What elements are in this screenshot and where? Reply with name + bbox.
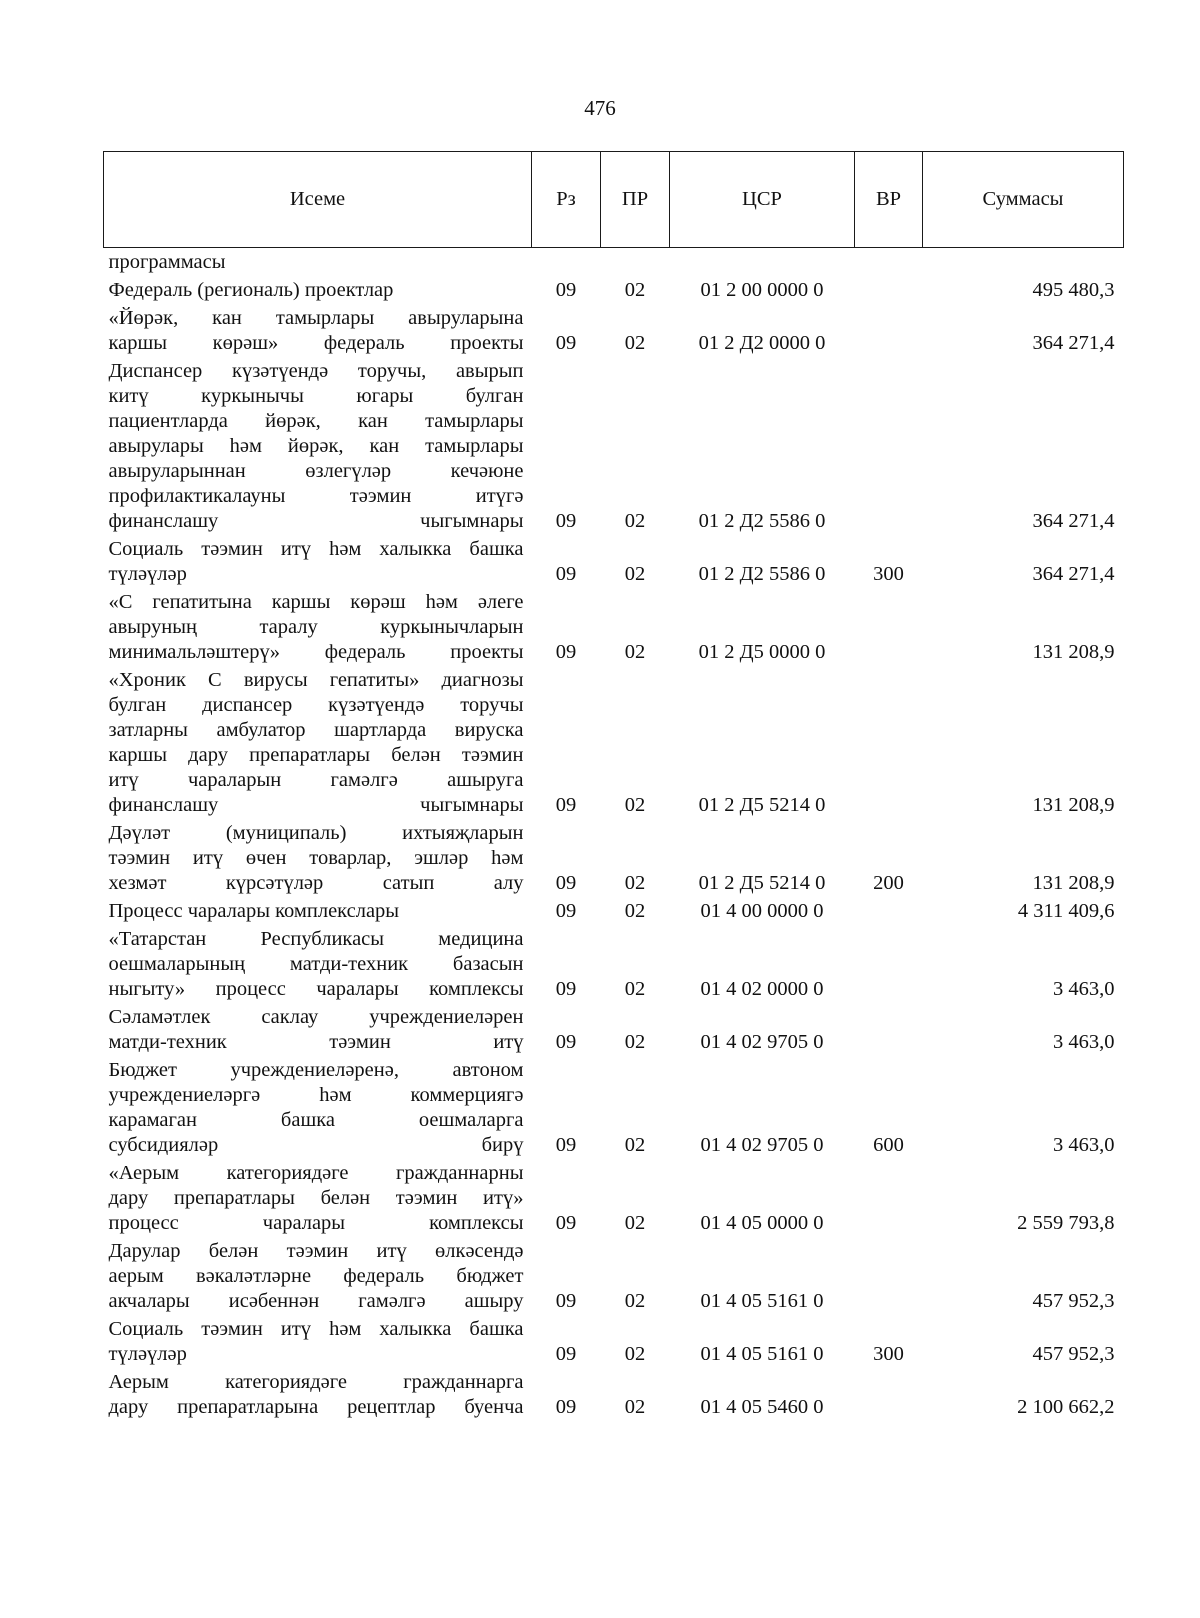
row-rz: 09 — [555, 331, 577, 354]
row-vr — [855, 588, 923, 666]
table-row — [104, 276, 1124, 304]
row-sum: 457 952,3 — [1032, 1289, 1115, 1312]
row-name-line: «Хроник С вирусы гепатиты» диагнозы — [108, 668, 524, 691]
table-row — [104, 1237, 1124, 1315]
row-csr: 01 2 Д5 5214 0 — [698, 793, 826, 816]
row-sum: 457 952,3 — [1032, 1342, 1115, 1365]
row-name-line: процесс чаралары комплексы — [108, 1211, 524, 1234]
row-csr: 01 2 Д2 0000 0 — [698, 331, 826, 354]
table-row — [104, 1368, 1124, 1421]
table-row — [104, 1315, 1124, 1368]
row-csr: 01 2 Д2 5586 0 — [698, 562, 826, 585]
row-name-line: булган диспансер күзәтүендә торучы — [108, 693, 524, 716]
row-name-line: каршы көрәш» федераль проекты — [108, 331, 524, 354]
row-csr: 01 4 02 9705 0 — [700, 1030, 824, 1053]
row-name — [104, 276, 532, 304]
row-pr: 02 — [624, 1289, 646, 1312]
row-rz: 09 — [555, 1030, 577, 1053]
table-row — [104, 588, 1124, 666]
row-rz: 09 — [555, 1342, 577, 1365]
row-pr: 02 — [624, 1030, 646, 1053]
row-pr: 02 — [624, 899, 646, 922]
row-rz: 09 — [555, 899, 577, 922]
row-vr — [855, 1237, 923, 1315]
table-row — [104, 1056, 1124, 1159]
row-vr — [855, 666, 923, 819]
row-vr — [855, 1159, 923, 1237]
row-vr — [855, 897, 923, 925]
row-name-line: субсидияләр бирү — [108, 1133, 524, 1156]
row-pr: 02 — [624, 509, 646, 532]
header-csr: ЦСР — [670, 152, 855, 248]
row-name-line: карамаган башка оешмаларга — [108, 1108, 524, 1131]
row-rz: 09 — [555, 977, 577, 1000]
row-vr — [855, 304, 923, 357]
row-name-line: авыруларыннан өзлегүләр кечәюне — [108, 459, 524, 482]
row-sum: 3 463,0 — [1053, 1030, 1115, 1053]
row-name — [104, 1159, 532, 1237]
row-vr — [855, 1003, 923, 1056]
table-row — [104, 819, 1124, 897]
row-csr: 01 2 Д2 5586 0 — [698, 509, 826, 532]
row-name — [104, 666, 532, 819]
row-pr: 02 — [624, 331, 646, 354]
row-pr: 02 — [624, 871, 646, 894]
row-name — [104, 248, 532, 277]
row-name — [104, 588, 532, 666]
row-name — [104, 1368, 532, 1421]
row-csr: 01 2 Д5 5214 0 — [698, 871, 826, 894]
row-vr — [855, 276, 923, 304]
row-name-line: Аерым категориядәге гражданнарга — [108, 1370, 524, 1393]
row-name-line: «Йөрәк, кан тамырлары авыруларына — [108, 306, 524, 329]
row-name-line: Дәүләт (муниципаль) ихтыяҗларын — [108, 821, 524, 844]
row-sum: 4 311 409,6 — [1017, 899, 1115, 922]
row-pr: 02 — [624, 1211, 646, 1234]
row-sum: 364 271,4 — [1032, 509, 1115, 532]
row-name — [104, 357, 532, 535]
row-rz: 09 — [555, 1133, 577, 1156]
row-rz: 09 — [555, 509, 577, 532]
row-pr: 02 — [624, 1395, 646, 1418]
row-name-line: аерым вәкаләтләрне федераль бюджет — [108, 1264, 524, 1287]
row-name-line: пациентларда йөрәк, кан тамырлары — [108, 409, 524, 432]
row-vr: 300 — [873, 1342, 904, 1365]
table-header — [104, 152, 1124, 248]
row-name-line: Процесс чаралары комплекслары — [108, 899, 400, 922]
row-pr: 02 — [624, 278, 646, 301]
row-name-line: дару препаратлары белән тәэмин итү» — [108, 1186, 524, 1209]
row-rz — [532, 248, 601, 277]
table-row — [104, 1003, 1124, 1056]
row-pr: 02 — [624, 1133, 646, 1156]
row-name — [104, 1315, 532, 1368]
row-rz: 09 — [555, 562, 577, 585]
row-name-line: финанслашу чыгымнары — [108, 793, 524, 816]
row-name-line: итү чараларын гамәлгә ашыруга — [108, 768, 524, 791]
row-name-line: түләүләр — [108, 1342, 187, 1365]
table-row — [104, 357, 1124, 535]
row-name-line: ныгыту» процесс чаралары комплексы — [108, 977, 524, 1000]
row-name-line: «Татарстан Республикасы медицина — [108, 927, 524, 950]
row-name-line: финанслашу чыгымнары — [108, 509, 524, 532]
row-name — [104, 535, 532, 588]
row-sum: 364 271,4 — [1032, 331, 1115, 354]
row-pr: 02 — [624, 793, 646, 816]
row-name-line: китү куркынычы югары булган — [108, 384, 524, 407]
row-name-line: Федераль (региональ) проектлар — [108, 278, 394, 301]
table-row — [104, 666, 1124, 819]
row-csr: 01 2 00 0000 0 — [700, 278, 824, 301]
row-csr: 01 4 02 9705 0 — [700, 1133, 824, 1156]
row-sum: 131 208,9 — [1032, 793, 1115, 816]
row-csr — [670, 248, 855, 277]
row-sum: 3 463,0 — [1053, 977, 1115, 1000]
row-csr: 01 4 02 0000 0 — [700, 977, 824, 1000]
row-name-line: Бюджет учреждениеләренә, автоном — [108, 1058, 524, 1081]
row-name-line: түләүләр — [108, 562, 187, 585]
table-body — [104, 248, 1124, 1422]
row-name-line: «С гепатитына каршы көрәш һәм әлеге — [108, 590, 524, 613]
row-name — [104, 1003, 532, 1056]
row-name-line: Социаль тәэмин итү һәм халыкка башка — [108, 537, 524, 560]
row-csr: 01 4 05 5460 0 — [700, 1395, 824, 1418]
row-name-line: затларны амбулатор шартларда вируска — [108, 718, 524, 741]
row-name-line: каршы дару препаратлары белән тәэмин — [108, 743, 524, 766]
header-name: Исеме — [104, 152, 532, 248]
row-rz: 09 — [555, 793, 577, 816]
row-name-line: хезмәт күрсәтүләр сатып алу — [108, 871, 524, 894]
row-csr: 01 4 05 5161 0 — [700, 1289, 824, 1312]
row-name-line: учреждениеләргә һәм коммерциягә — [108, 1083, 524, 1106]
row-name-line: матди-техник тәэмин итү — [108, 1030, 524, 1053]
row-name-line: Дарулар белән тәэмин итү өлкәсендә — [108, 1239, 524, 1262]
row-vr: 600 — [873, 1133, 904, 1156]
row-name — [104, 1237, 532, 1315]
row-vr — [855, 925, 923, 1003]
row-name — [104, 925, 532, 1003]
row-vr — [855, 248, 923, 277]
header-pr: ПР — [601, 152, 670, 248]
row-name-line: «Аерым категориядәге гражданнарны — [108, 1161, 524, 1184]
header-sum: Суммасы — [923, 152, 1124, 248]
row-pr: 02 — [624, 1342, 646, 1365]
row-pr: 02 — [624, 977, 646, 1000]
row-rz: 09 — [555, 278, 577, 301]
page-number: 476 — [584, 96, 616, 120]
row-sum: 131 208,9 — [1032, 871, 1115, 894]
row-csr: 01 2 Д5 0000 0 — [698, 640, 826, 663]
row-sum: 364 271,4 — [1032, 562, 1115, 585]
table-row — [104, 1159, 1124, 1237]
row-name-line: акчалары исәбеннән гамәлгә ашыру — [108, 1289, 524, 1312]
row-vr: 200 — [873, 871, 904, 894]
row-rz: 09 — [555, 1211, 577, 1234]
row-csr: 01 4 00 0000 0 — [700, 899, 824, 922]
row-vr: 300 — [873, 562, 904, 585]
row-rz: 09 — [555, 871, 577, 894]
row-sum: 3 463,0 — [1053, 1133, 1115, 1156]
row-pr: 02 — [624, 562, 646, 585]
row-sum: 131 208,9 — [1032, 640, 1115, 663]
row-sum: 495 480,3 — [1032, 278, 1115, 301]
row-pr: 02 — [624, 640, 646, 663]
row-name-line: профилактикалауны тәэмин итүгә — [108, 484, 524, 507]
row-sum — [923, 248, 1124, 277]
header-rz: Рз — [532, 152, 601, 248]
table-row — [104, 897, 1124, 925]
row-name — [104, 819, 532, 897]
row-vr — [855, 1368, 923, 1421]
row-name-line: авырулары һәм йөрәк, кан тамырлары — [108, 434, 524, 457]
row-name-line: авыруның таралу куркынычларын — [108, 615, 524, 638]
row-pr — [601, 248, 670, 277]
row-sum: 2 559 793,8 — [1017, 1211, 1115, 1234]
row-sum: 2 100 662,2 — [1017, 1395, 1115, 1418]
row-name-line: Социаль тәэмин итү һәм халыкка башка — [108, 1317, 524, 1340]
row-name-line: оешмаларының матди-техник базасын — [108, 952, 524, 975]
row-name-line: дару препаратларына рецептлар буенча — [108, 1395, 524, 1418]
row-rz: 09 — [555, 640, 577, 663]
row-name-line: Диспансер күзәтүендә торучы, авырып — [108, 359, 524, 382]
budget-table — [103, 151, 1124, 1421]
row-rz: 09 — [555, 1289, 577, 1312]
row-name-line: программасы — [108, 250, 226, 273]
header-vr: ВР — [855, 152, 923, 248]
table-row — [104, 925, 1124, 1003]
row-name-line: тәэмин итү өчен товарлар, эшләр һәм — [108, 846, 524, 869]
row-name — [104, 1056, 532, 1159]
row-vr — [855, 357, 923, 535]
row-name-line: минимальләштерү» федераль проекты — [108, 640, 524, 663]
row-name — [104, 304, 532, 357]
row-name-line: Сәламәтлек саклау учреждениеләрен — [108, 1005, 524, 1028]
row-name — [104, 897, 532, 925]
row-csr: 01 4 05 0000 0 — [700, 1211, 824, 1234]
table-row — [104, 535, 1124, 588]
row-rz: 09 — [555, 1395, 577, 1418]
row-csr: 01 4 05 5161 0 — [700, 1342, 824, 1365]
table-row — [104, 304, 1124, 357]
table-row — [104, 248, 1124, 277]
